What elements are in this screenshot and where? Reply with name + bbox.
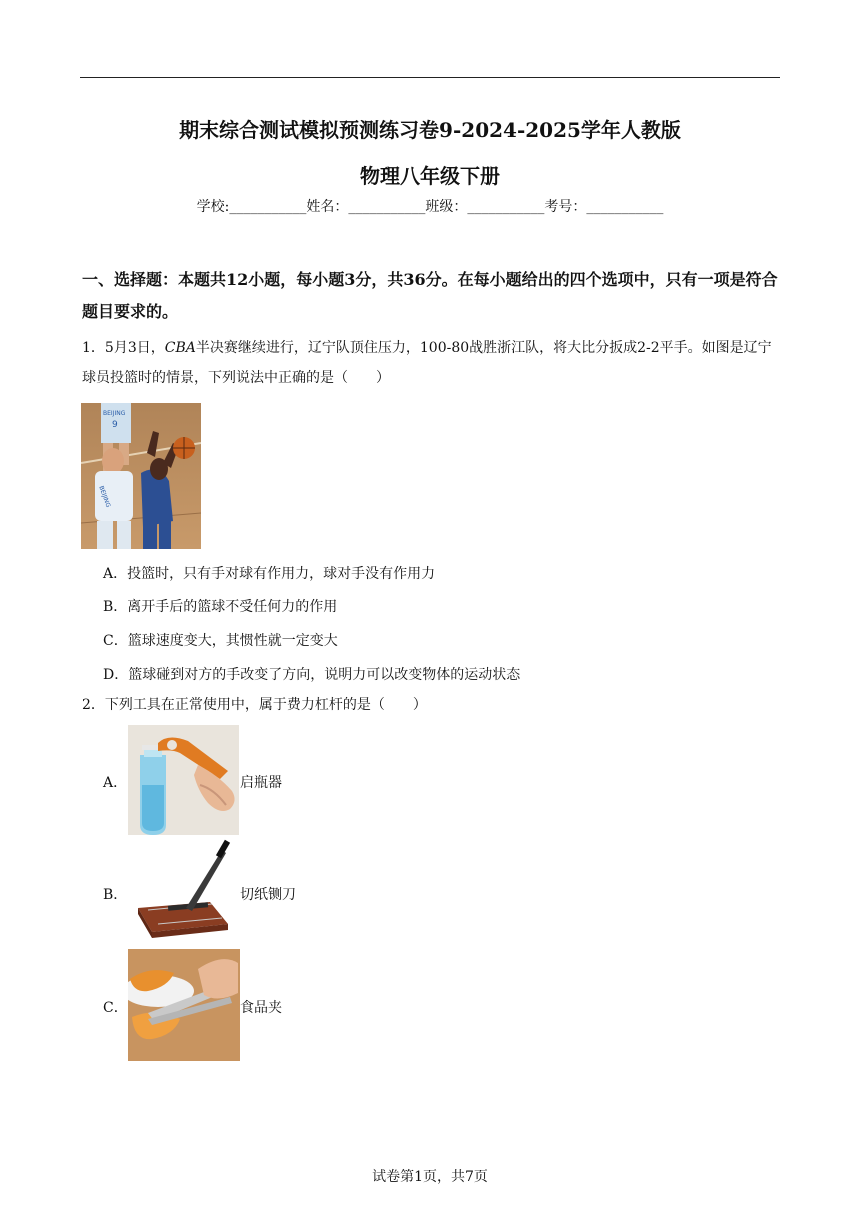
option-letter: A． (103, 566, 128, 582)
option-1c (103, 630, 338, 650)
option-2c-label: 食品夹 (240, 1000, 282, 1016)
option-text: 篮球速度变大，其惯性就一定变大 (127, 633, 338, 649)
bottle-opener-photo (128, 725, 239, 835)
option-text: 篮球碰到对方的手改变了方向，说明力可以改变物体的运动状态 (128, 667, 521, 683)
jersey-text: BEIJING (103, 410, 126, 417)
jersey-text-2: BEIJING (97, 485, 112, 509)
student-info-line: 学校:___________姓名：___________班级：___________考号：___________ (196, 199, 664, 215)
question-1 (82, 333, 782, 393)
option-1b (103, 596, 337, 616)
section-heading: 一、选择题：本题共12小题，每小题3分，共36分。在每小题给出的四个选项中，只有一项是符合题目要求的。 (82, 270, 778, 321)
question-2 (82, 690, 782, 720)
exam-title-line1: 期末综合测试模拟预测练习卷9-2024-2025学年人教版 (179, 118, 681, 142)
option-1a (103, 563, 435, 583)
jersey-number: 9 (112, 420, 118, 430)
option-2a-label: 启瓶器 (240, 775, 282, 791)
option-letter: B． (103, 599, 128, 615)
option-letter: D． (103, 667, 129, 683)
basketball-photo (81, 403, 201, 549)
option-1d (103, 664, 520, 684)
option-text: 离开手后的篮球不受任何力的作用 (127, 599, 338, 615)
question-text: 下列工具在正常使用中，属于费力杠杆的是（ ） (104, 697, 427, 713)
option-2b-label: 切纸铡刀 (240, 887, 296, 903)
question-text-before: 5月3日， (104, 340, 165, 356)
question-text-after: 半决赛继续进行，辽宁队顶住压力，100-80战胜浙江队，将大比分扳成2-2平手。如图是辽宁球员投篮时的情景，下列说法中正确的是（ ） (82, 340, 772, 386)
paper-cutter-photo (128, 838, 239, 943)
option-2b-letter: B． (103, 887, 128, 903)
option-2c-letter: C． (103, 1000, 128, 1016)
exam-title-line2: 物理八年级下册 (360, 164, 500, 188)
option-text: 投篮时，只有手对球有作用力，球对手没有作用力 (127, 566, 436, 582)
question-number: 1． (82, 340, 105, 356)
question-text-italic: CBA (164, 340, 196, 356)
top-rule (80, 77, 780, 78)
option-letter: C． (103, 633, 128, 649)
page-footer: 试卷第1页，共7页 (372, 1169, 488, 1185)
food-tongs-photo (128, 949, 240, 1061)
question-number: 2． (82, 697, 105, 713)
option-2a-letter: A． (103, 775, 128, 791)
